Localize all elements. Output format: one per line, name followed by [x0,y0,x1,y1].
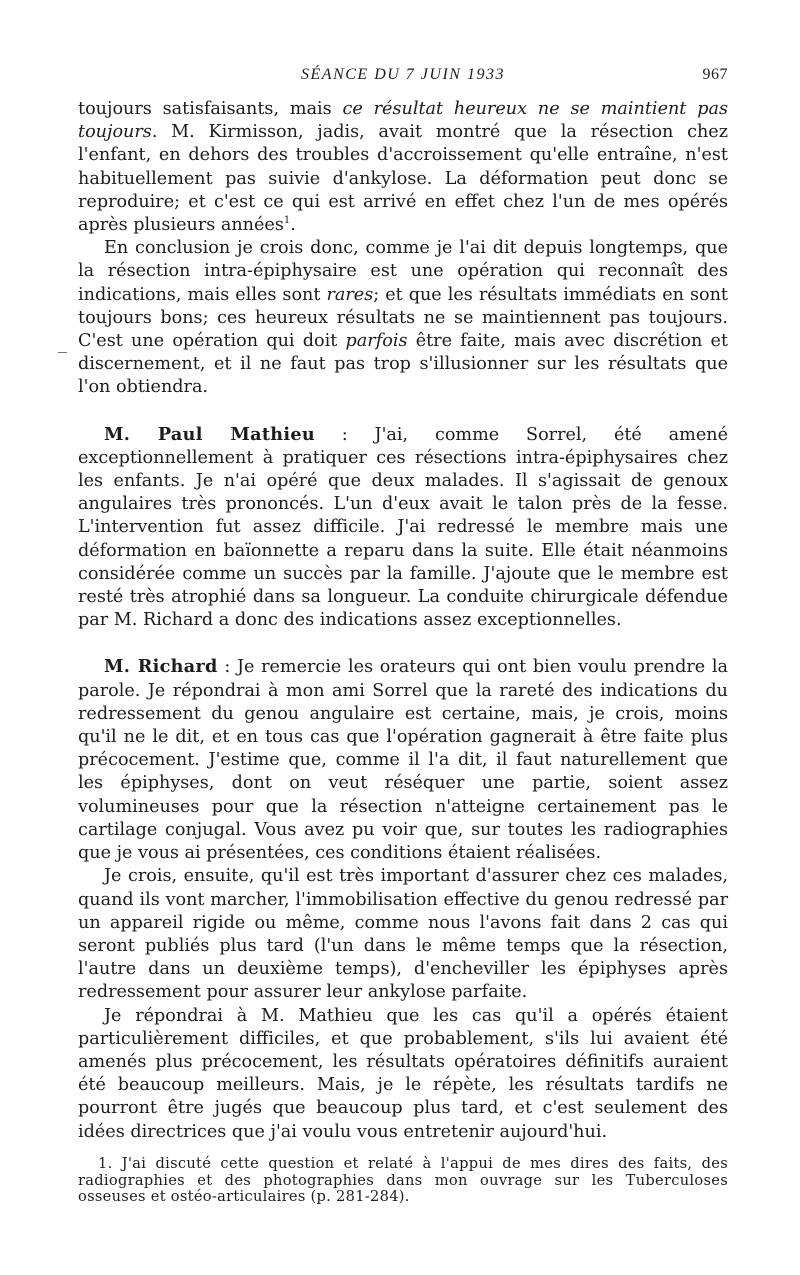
paragraph-4 [78,655,728,865]
margin-mark [58,352,67,353]
paragraph-5: Je crois, ensuite, qu'il est très important d'assurer chez ces malades, quand ils vont marcher, l'immobilisation effective du genou redressé par un appareil rigide ou même, comme nous l'avons fait dans 2 cas qui seront publiés plus tard (l'un dans le même temps que la résection, l'autre dans un deuxième temps), d'encheviller les épiphyses après redressement pour assurer leur ankylose parfaite. [78,866,728,1003]
footnote-marker: 1 [283,215,291,227]
paragraph-3-text: : J'ai, comme Sorrel, été amené exceptionnellement à pratiquer ces résections intra-épiphysaires chez les enfants. Je n'ai opéré que deux malades. Il s'agissait de genoux angulaires très prononcés. L'un d'eux avait le talon près de la fesse. L'intervention fut assez difficile. J'ai redressé le membre mais une déformation en baïonnette a reparu dans la suite. Elle était néanmoins considérée comme un succès par la famille. J'ajoute que le membre est resté très atrophié dans sa longueur. La conduite chirurgicale défendue par M. Richard a donc des indications assez exceptionnelles. [78,424,729,631]
paragraph-2-text-b: ; et que les résultats immédiats en sont toujours bons; ces heureux résultats ne se maintiennent pas toujours. C'est une opération qui doit [78,284,728,352]
paragraph-1 [78,98,728,237]
paragraph-1-text-a: toujours satisfaisants, mais [78,99,343,119]
paragraph-2 [78,237,728,399]
page [78,62,728,1206]
paragraph-4-text: : Je remercie les orateurs qui ont bien voulu prendre la parole. Je répondrai à mon ami Sorrel que la rareté des indications du redressement du genou angulaire est certaine, mais, je crois, moins qu'il ne le dit, et en tous cas que l'opération gagnerait à être faite plus précocement. J'estime que, comme il l'a dit, il faut naturellement que les épiphyses, dont on veut réséquer une partie, soient assez volumineuses pour que la résection n'atteigne certainement pas le cartilage conjugal. Vous avez pu voir que, sur toutes les radiographies que je vous ai présentées, ces conditions étaient réalisées. [78,657,728,864]
paragraph-6: Je répondrai à M. Mathieu que les cas qu'il a opérés étaient particulièrement difficiles, et que probablement, s'ils lui avaient été amenés plus précocement, les résultats opératoires définitifs auraient été beaucoup meilleurs. Mais, je le répète, les résultats tardifs ne pourront être jugés que beaucoup plus tard, et c'est seulement des idées directrices que j'ai voulu vous entretenir aujourd'hui. [78,1005,728,1142]
paragraph-2-italic-a: rares [326,284,374,305]
page-number: 967 [702,66,728,83]
footnote: 1. J'ai discuté cette question et relaté à l'appui de mes dires des faits, des radiographies et des photographies dans mon ouvrage sur les Tuberculoses osseuses et ostéo-articulaires (p. 281-284). [78,1154,728,1206]
paragraph-2-italic-b: parfois [345,331,408,352]
paragraph-1-text-c: . [290,215,296,236]
paragraph-2-text-c: être faite, mais avec discrétion et discernement, et il ne faut pas trop s'illusionner sur les résultats que l'on obtiendra. [78,331,729,398]
speaker-richard: M. Richard [104,656,218,678]
paragraph-1-text-b: . M. Kirmisson, jadis, avait montré que la résection chez l'enfant, en dehors des troubles d'accroissement qu'elle entraîne, n'est habituellement pas suivie d'ankylose. La déformation peut donc se reproduire; et c'est ce qui est arrivé en effet chez l'un de mes opérés après plusieurs années [78,122,728,236]
paragraph-2-text-a: En conclusion je crois donc, comme je l'ai dit depuis longtemps, que la résection intra-épiphysaire est une opération qui reconnaît des indications, mais elles sont [78,238,728,305]
running-title: SÉANCE DU 7 JUIN 1933 [301,66,505,83]
paragraph-1-italic: ce résultat heureux ne se maintient pas toujours [78,99,728,143]
running-head [78,62,728,88]
body-text [78,98,728,1206]
speaker-mathieu: M. Paul Mathieu [104,423,315,445]
paragraph-3 [78,423,728,633]
